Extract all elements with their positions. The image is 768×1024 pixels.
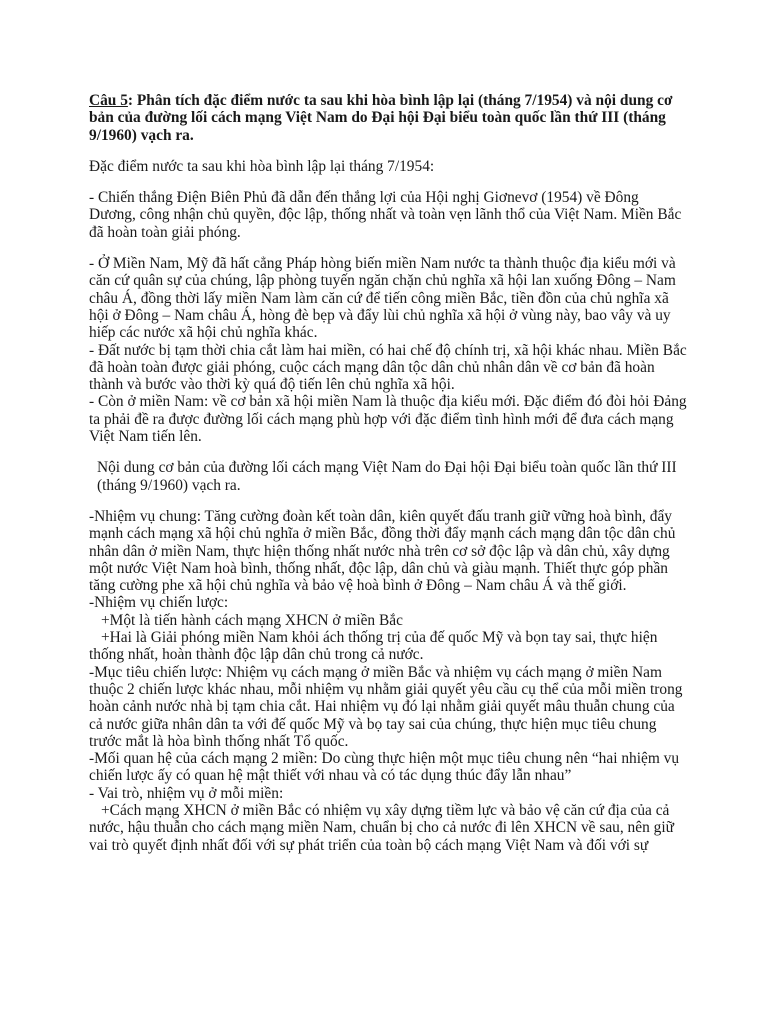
section2-paragraph-2: -Nhiệm vụ chiến lược: <box>89 594 229 612</box>
question-text: : Phân tích đặc điểm nước ta sau khi hòa bình lập lại (tháng 7/1954) và nội dung cơ bản của đường lối cách mạng Việt Nam do Đại hội Đại biểu toàn quốc lần thứ III (tháng 9/1960) vạch ra. <box>89 92 673 144</box>
section1-paragraph-4: - Còn ở miền Nam: về cơ bản xã hội miền Nam là thuộc địa kiểu mới. Đặc điểm đó đòi hỏi Đảng ta phải đề ra được đường lối cách mạng phù hợp với đặc điểm tình hình mới để đưa cách mạng Việt Nam tiến lên. <box>89 393 687 446</box>
section1-heading: Đặc điểm nước ta sau khi hòa bình lập lại tháng 7/1954: <box>89 157 435 175</box>
question-label: Câu 5 <box>89 92 128 109</box>
section2-paragraph-6: -Mối quan hệ của cách mạng 2 miền: Do cùng thực hiện một mục tiêu chung nên “hai nhiệm vụ chiến lược ấy có quan hệ mật thiết với nhau và có tác dụng thúc đẩy lẫn nhau” <box>89 750 680 785</box>
section1-paragraph-2: - Ở Miền Nam, Mỹ đã hất cẳng Pháp hòng biến miền Nam nước ta thành thuộc địa kiểu mới và căn cứ quân sự của chúng, lập phòng tuyến ngăn chặn chủ nghĩa xã hội lan xuống Đông – Nam châu Á, đồng thời lấy miền Nam làm căn cứ để tiến công miền Bắc, tiền đồn của chủ nghĩa xã hội ở Đông – Nam châu Á, hòng đè bẹp và đẩy lùi chủ nghĩa xã hội ở vùng này, bao vây và uy hiếp các nước xã hội chủ nghĩa khác. <box>89 255 676 342</box>
section2-paragraph-8 <box>89 802 689 854</box>
section2-paragraph-3: +Một là tiến hành cách mạng XHCN ở miền Bắc <box>101 611 403 629</box>
section1-paragraph-3: - Đất nước bị tạm thời chia cắt làm hai miền, có hai chế độ chính trị, xã hội khác nhau. Miền Bắc đã hoàn toàn được giải phóng, cuộc cách mạng dân tộc dân chủ nhân dân về cơ bản đã hoàn thành và bước vào thời kỳ quá độ tiến lên chủ nghĩa xã hội. <box>89 341 687 394</box>
section1-paragraph-1: - Chiến thắng Điện Biên Phủ đã dẫn đến thắng lợi của Hội nghị Giơnevơ (1954) về Đông Dương, công nhận chủ quyền, độc lập, thống nhất và toàn vẹn lãnh thổ của Việt Nam. Miền Bắc đã hoàn toàn giải phóng. <box>89 189 682 241</box>
section2-heading: Nội dung cơ bản của đường lối cách mạng Việt Nam do Đại hội Đại biểu toàn quốc lần thứ III (tháng 9/1960) vạch ra. <box>97 459 677 494</box>
section2-paragraph-5: -Mục tiêu chiến lược: Nhiệm vụ cách mạng ở miền Bắc và nhiệm vụ cách mạng ở miền Nam thuộc 2 chiến lược khác nhau, mỗi nhiệm vụ nhằm giải quyết yêu cầu cụ thể của mỗi miền trong hoàn cảnh nước nhà bị tạm chia cắt. Hai nhiệm vụ đó lại nhằm giải quyết mâu thuẫn chung của cả nước giữa nhân dân ta với đế quốc Mỹ và bọ tay sai của chúng, thực hiện mục tiêu chung trước mắt là hòa bình thống nhất Tổ quốc. <box>89 663 683 750</box>
section2-paragraph-8-text: +Cách mạng XHCN ở miền Bắc có nhiệm vụ xây dựng tiềm lực và bảo vệ căn cứ địa của cả nước, hậu thuẫn cho cách mạng miền Nam, chuẩn bị cho cả nước đi lên XHCN về sau, nên giữ vai trò quyết định nhất đối với sự phát triển của toàn bộ cách mạng Việt Nam và đối với sự <box>89 801 674 854</box>
section2-paragraph-1: -Nhiệm vụ chung: Tăng cường đoàn kết toàn dân, kiên quyết đấu tranh giữ vững hoà bình, đẩy mạnh cách mạng xã hội chủ nghĩa ở miền Bắc, đồng thời đẩy mạnh cách mạng dân tộc dân chủ nhân dân ở miền Nam, thực hiện thống nhất nước nhà trên cơ sở độc lập và dân chủ, xây dựng một nước Việt Nam hoà bình, thống nhất, độc lập, dân chủ và giàu mạnh. Thiết thực góp phần tăng cường phe xã hội chủ nghĩa và bảo vệ hoà bình ở Đông – Nam châu Á và thế giới. <box>89 507 676 595</box>
section2-paragraph-7: - Vai trò, nhiệm vụ ở mỗi miền: <box>89 784 284 802</box>
document-page <box>89 92 689 854</box>
section2-paragraph-4-text: +Hai là Giải phóng miền Nam khỏi ách thống trị của đế quốc Mỹ và bọn tay sai, thực hiện thống nhất, hoàn thành độc lập dân chủ trong cả nước. <box>89 629 658 664</box>
question-title <box>89 92 689 144</box>
section2-paragraph-4 <box>89 629 689 664</box>
